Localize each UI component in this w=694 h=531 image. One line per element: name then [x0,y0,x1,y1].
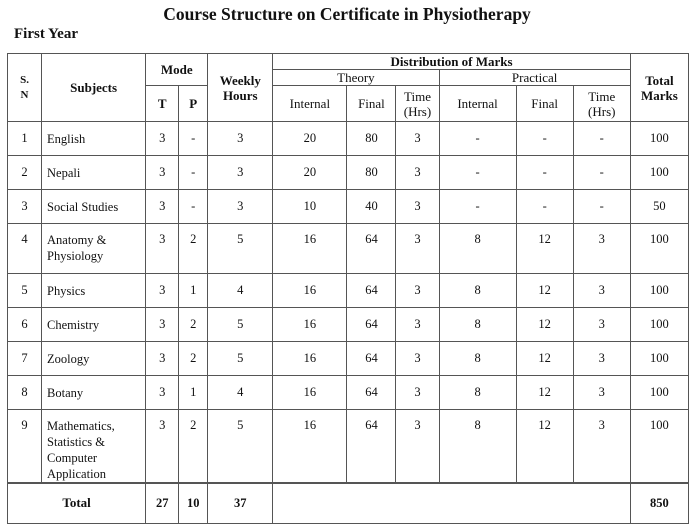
cell-mode-p: 2 [179,224,208,274]
header-practical-time [573,86,630,122]
cell-subject [42,308,146,342]
header-sn-line1: S. [20,73,29,86]
header-weekly-line2: Hours [222,87,258,103]
cell-theory-internal: 20 [273,122,347,156]
cell-practical-internal: 8 [439,342,516,376]
cell-weekly-hours: 4 [208,274,273,308]
cell-mode-t: 3 [146,342,179,376]
cell-practical-final: 12 [516,410,573,484]
cell-total-marks: 100 [630,410,688,484]
header-total-line2: Marks [640,87,678,103]
cell-theory-time: 3 [396,190,439,224]
totals-row [8,483,689,523]
cell-practical-final: 12 [516,376,573,410]
cell-theory-final: 64 [347,274,396,308]
table-row [8,156,689,190]
cell-practical-internal: 8 [439,308,516,342]
cell-total-marks: 100 [630,342,688,376]
cell-practical-internal: 8 [439,376,516,410]
table-row [8,376,689,410]
cell-practical-internal: 8 [439,224,516,274]
cell-theory-internal: 10 [273,190,347,224]
cell-subject [42,190,146,224]
table-row [8,122,689,156]
header-practical-final: Final [516,86,573,122]
cell-practical-internal: - [439,122,516,156]
header-practical-time-line1: Time [588,88,616,104]
cell-total-marks: 100 [630,122,688,156]
cell-practical-time: 3 [573,342,630,376]
cell-theory-internal: 20 [273,156,347,190]
table-row [8,190,689,224]
cell-subject [42,342,146,376]
cell-total-marks: 100 [630,156,688,190]
subject-line: English [47,131,86,146]
cell-weekly-hours: 5 [208,410,273,484]
cell-theory-time: 3 [396,376,439,410]
cell-weekly-hours: 3 [208,190,273,224]
cell-weekly-hours: 5 [208,342,273,376]
table-row [8,342,689,376]
cell-sn: 2 [8,156,42,190]
cell-theory-time: 3 [396,122,439,156]
header-sn [8,54,42,122]
subject-line: Computer [47,451,98,465]
cell-mode-t: 3 [146,156,179,190]
cell-theory-internal: 16 [273,410,347,484]
cell-weekly-hours: 3 [208,156,273,190]
cell-practical-time: - [573,156,630,190]
cell-practical-internal: - [439,190,516,224]
table-row [8,308,689,342]
cell-subject [42,156,146,190]
cell-theory-internal: 16 [273,342,347,376]
cell-theory-final: 64 [347,410,396,484]
cell-subject [42,122,146,156]
cell-weekly-hours: 3 [208,122,273,156]
subject-line: Nepali [47,165,81,180]
totals-t: 27 [146,483,179,523]
cell-mode-p: 1 [179,274,208,308]
cell-theory-internal: 16 [273,274,347,308]
totals-hours: 37 [208,483,273,523]
cell-theory-time: 3 [396,274,439,308]
cell-theory-internal: 16 [273,376,347,410]
cell-mode-t: 3 [146,274,179,308]
cell-practical-time: 3 [573,274,630,308]
cell-sn: 5 [8,274,42,308]
totals-marks: 850 [630,483,688,523]
cell-practical-final: - [516,190,573,224]
cell-mode-t: 3 [146,190,179,224]
cell-weekly-hours: 4 [208,376,273,410]
cell-practical-final: - [516,122,573,156]
table-row [8,274,689,308]
header-sn-line2: N [20,88,29,101]
subject-line: Mathematics, [47,419,115,433]
cell-subject [42,224,146,274]
header-mode-t: T [146,86,179,122]
cell-mode-p: 2 [179,308,208,342]
cell-theory-internal: 16 [273,308,347,342]
cell-practical-time: 3 [573,410,630,484]
subject-line: Anatomy & [47,233,107,247]
cell-theory-time: 3 [396,308,439,342]
header-theory-time [396,86,439,122]
cell-practical-internal: 8 [439,274,516,308]
cell-total-marks: 100 [630,376,688,410]
header-practical: Practical [439,70,630,86]
cell-sn: 8 [8,376,42,410]
cell-theory-final: 40 [347,190,396,224]
cell-mode-t: 3 [146,122,179,156]
subject-line: Physiology [47,249,104,263]
cell-practical-final: 12 [516,224,573,274]
cell-mode-p: 2 [179,342,208,376]
cell-sn: 6 [8,308,42,342]
cell-practical-internal: 8 [439,410,516,484]
cell-theory-time: 3 [396,342,439,376]
cell-subject [42,410,146,484]
totals-p: 10 [179,483,208,523]
subject-line: Physics [47,283,86,298]
header-weekly-line1: Weekly [219,72,261,88]
cell-practical-final: 12 [516,308,573,342]
cell-weekly-hours: 5 [208,224,273,274]
cell-theory-final: 64 [347,308,396,342]
table-body [8,122,689,484]
cell-practical-final: 12 [516,274,573,308]
subject-line: Statistics & [47,435,106,449]
header-theory: Theory [273,70,439,86]
subject-line: Zoology [47,351,90,366]
cell-practical-internal: - [439,156,516,190]
cell-sn: 7 [8,342,42,376]
cell-practical-time: 3 [573,224,630,274]
cell-mode-p: 1 [179,376,208,410]
cell-theory-final: 64 [347,342,396,376]
cell-total-marks: 100 [630,308,688,342]
table-row [8,224,689,274]
cell-mode-t: 3 [146,410,179,484]
cell-theory-time: 3 [396,224,439,274]
cell-practical-final: - [516,156,573,190]
cell-sn: 3 [8,190,42,224]
cell-weekly-hours: 5 [208,308,273,342]
cell-practical-time: - [573,122,630,156]
cell-theory-internal: 16 [273,224,347,274]
cell-subject [42,274,146,308]
subject-line: Application [47,467,107,481]
section-subtitle: First Year [14,26,78,42]
cell-mode-t: 3 [146,308,179,342]
cell-total-marks: 100 [630,224,688,274]
cell-sn: 1 [8,122,42,156]
subject-line: Social Studies [47,199,119,214]
cell-practical-time: 3 [573,308,630,342]
table-row [8,410,689,484]
subject-line: Botany [47,385,84,400]
header-mode: Mode [146,54,208,86]
cell-total-marks: 50 [630,190,688,224]
subject-line: Chemistry [47,317,100,332]
cell-sn: 9 [8,410,42,484]
cell-mode-p: 2 [179,410,208,484]
cell-subject [42,376,146,410]
cell-theory-final: 80 [347,156,396,190]
cell-mode-p: - [179,190,208,224]
course-structure-table [7,53,689,524]
cell-mode-p: - [179,156,208,190]
header-practical-internal: Internal [439,86,516,122]
header-subjects: Subjects [42,54,146,122]
totals-label: Total [8,483,146,523]
cell-theory-time: 3 [396,410,439,484]
header-theory-time-line2: (Hrs) [403,103,432,119]
header-total-marks [630,54,688,122]
cell-theory-final: 64 [347,224,396,274]
cell-sn: 4 [8,224,42,274]
totals-blank [273,483,631,523]
header-practical-time-line2: (Hrs) [588,103,616,119]
cell-theory-time: 3 [396,156,439,190]
page-title: Course Structure on Certificate in Physiotherapy [163,4,531,24]
header-mode-p: P [179,86,208,122]
header-distribution: Distribution of Marks [273,54,631,70]
cell-mode-p: - [179,122,208,156]
cell-mode-t: 3 [146,224,179,274]
header-theory-internal: Internal [273,86,347,122]
cell-total-marks: 100 [630,274,688,308]
header-theory-final: Final [347,86,396,122]
cell-practical-time: 3 [573,376,630,410]
cell-theory-final: 64 [347,376,396,410]
cell-practical-time: - [573,190,630,224]
cell-practical-final: 12 [516,342,573,376]
header-total-line1: Total [645,72,674,88]
cell-mode-t: 3 [146,376,179,410]
header-weekly-hours [208,54,273,122]
cell-theory-final: 80 [347,122,396,156]
header-theory-time-line1: Time [404,88,431,104]
